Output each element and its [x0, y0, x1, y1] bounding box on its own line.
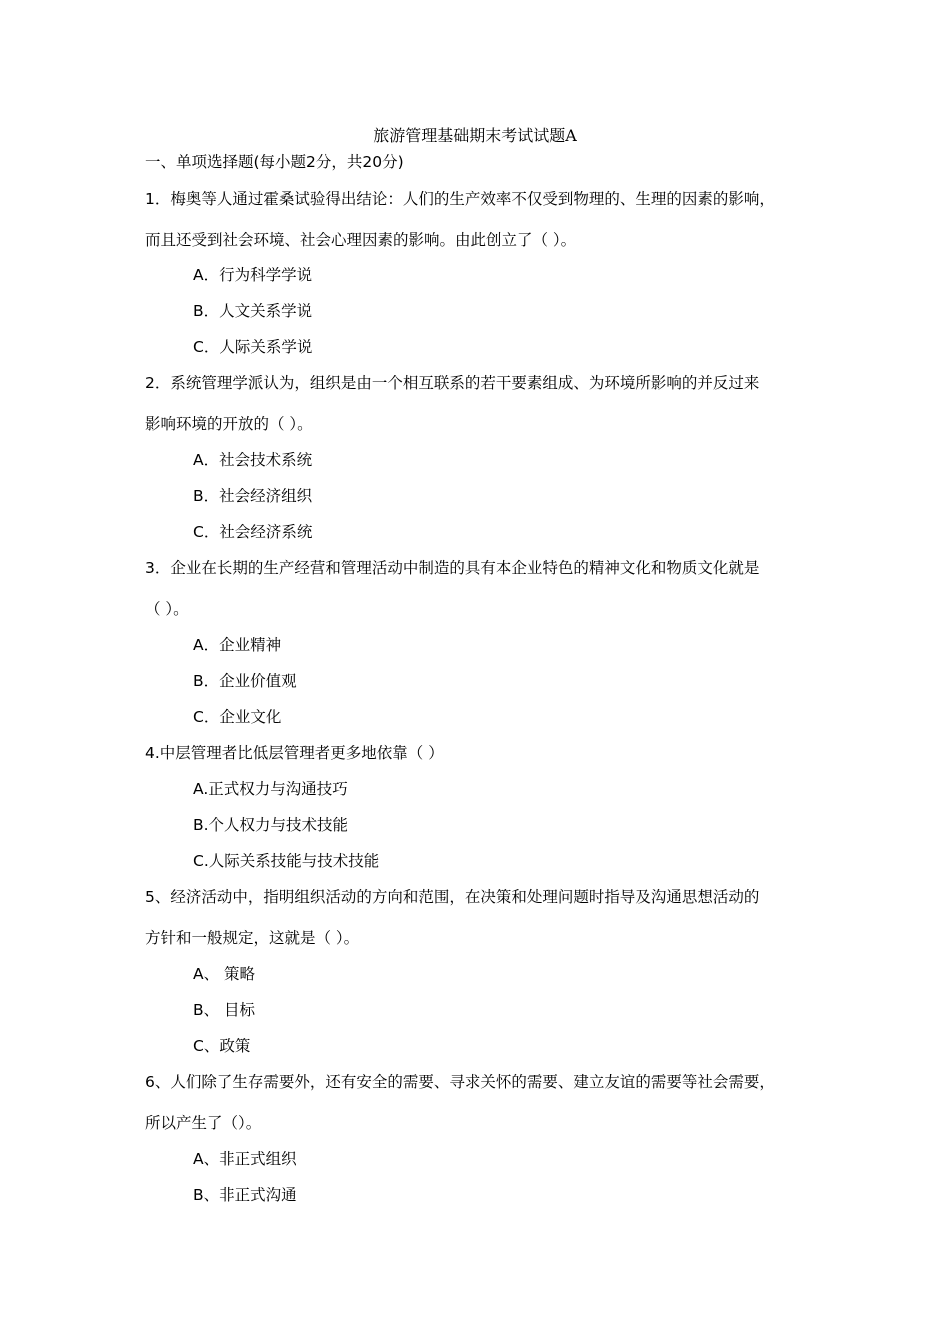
question-2-option-a: A．社会技术系统: [193, 451, 313, 469]
question-5-option-c: C、政策: [193, 1037, 251, 1055]
question-4-option-c: C.人际关系技能与技术技能: [193, 852, 380, 870]
question-6-option-a: A、非正式组织: [193, 1150, 297, 1168]
section-heading: 一、单项选择题(每小题2分，共20分): [145, 153, 404, 171]
question-3-line-2: （ ）。: [145, 600, 189, 618]
question-3-option-c: C．企业文化: [193, 708, 282, 726]
question-6-line-1: 6、人们除了生存需要外，还有安全的需要、寻求关怀的需要、建立友谊的需要等社会需要，: [145, 1073, 775, 1091]
question-2-option-c: C．社会经济系统: [193, 523, 313, 541]
question-4-option-a: A.正式权力与沟通技巧: [193, 780, 348, 798]
question-1-line-1: 1．梅奥等人通过霍桑试验得出结论：人们的生产效率不仅受到物理的、生理的因素的影响，: [145, 190, 775, 208]
question-1-option-b: B．人文关系学说: [193, 302, 313, 320]
question-6-option-b: B、非正式沟通: [193, 1186, 297, 1204]
question-1-option-a: A．行为科学学说: [193, 266, 313, 284]
question-1-line-2: 而且还受到社会环境、社会心理因素的影响。由此创立了（ ）。: [145, 231, 577, 249]
question-5-line-2: 方针和一般规定，这就是（ ）。: [145, 929, 360, 947]
question-5-option-b: B、 目标: [193, 1001, 256, 1019]
question-4-line-1: 4.中层管理者比低层管理者更多地依靠（ ）: [145, 744, 444, 762]
question-3-option-b: B．企业价值观: [193, 672, 297, 690]
question-3-line-1: 3．企业在长期的生产经营和管理活动中制造的具有本企业特色的精神文化和物质文化就是: [145, 559, 760, 577]
question-2-line-2: 影响环境的开放的（ ）。: [145, 415, 313, 433]
question-6-line-2: 所以产生了（）。: [145, 1114, 262, 1132]
question-2-line-1: 2．系统管理学派认为，组织是由一个相互联系的若干要素组成、为环境所影响的并反过来: [145, 374, 760, 392]
question-5-option-a: A、 策略: [193, 965, 256, 983]
question-4-option-b: B.个人权力与技术技能: [193, 816, 349, 834]
question-2-option-b: B．社会经济组织: [193, 487, 313, 505]
question-3-option-a: A．企业精神: [193, 636, 282, 654]
question-1-option-c: C．人际关系学说: [193, 338, 313, 356]
document-title: 旅游管理基础期末考试试题A: [373, 126, 577, 145]
question-5-line-1: 5、经济活动中，指明组织活动的方向和范围，在决策和处理问题时指导及沟通思想活动的: [145, 888, 760, 906]
